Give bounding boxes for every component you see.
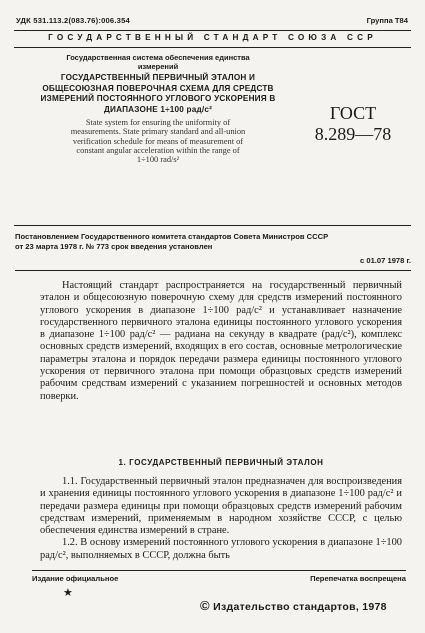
header-rule-top [14,30,411,31]
star-icon: ★ [63,587,73,599]
title-russian: ГОСУДАРСТВЕННЫЙ ПЕРВИЧНЫЙ ЭТАЛОН И ОБЩЕСОЮЗНАЯ ПОВЕРОЧНАЯ СХЕМА ДЛЯ СРЕДСТВ ИЗМЕРЕНИЙ ПОСТОЯННОГО УГЛОВОГО УСКОРЕНИЯ В ДИАПАЗОНЕ 1÷100 рад/с² [40,73,276,114]
title-block [22,53,294,164]
decree-date-rule [15,270,411,271]
header-rule-bottom [14,47,411,48]
decree-line-1: Постановлением Государственного комитета стандартов Совета Министров СССР [15,232,329,241]
official-edition: Издание официальное [32,574,119,583]
system-line: Государственная система обеспечения единства измерений [66,53,250,71]
group-code: Группа Т84 [366,16,408,25]
udc-code: УДК 531.113.2(083.76):006.354 [16,16,130,25]
gost-label: ГОСТ [329,103,377,123]
paragraph-1-2: 1.2. В основу измерений постоянного углового ускорения в диапазоне 1÷100 рад/с², выполняемых в СССР, должна быть [40,537,402,561]
copyright-icon: © [200,598,210,613]
title-english: State system for ensuring the uniformity of measurements. State primary standard and all-union verification schedule for means of measurement of constant angular acceleration within the range of 1÷100 rad/s² [70,118,246,165]
publisher-line [200,598,387,613]
publisher-text: Издательство стандартов, 1978 [213,601,387,613]
paragraph-1-1: 1.1. Государственный первичный эталон предназначен для воспроизведения и хранения единицы постоянного углового ускорения в диапазоне 1÷100 рад/с² и передачи размера единицы при помощи образцовых средств измерений рабочим средствам измерений, применяемым в народном хозяйстве СССР, с целью обеспечения единства измерений в стране. [40,476,402,537]
decree-line-2: от 23 марта 1978 г. № 773 срок введения установлен [15,242,213,251]
title-rule [14,225,411,226]
section-paragraphs [40,476,402,562]
decree-date: с 01.07 1978 г. [360,256,411,265]
section-heading: 1. ГОСУДАРСТВЕННЫЙ ПЕРВИЧНЫЙ ЭТАЛОН [118,458,324,467]
gost-number: 8.289—78 [314,124,392,144]
footer-rule [32,570,406,571]
reprint-notice: Перепечатка воспрещена [310,574,406,583]
intro-paragraph: Настоящий стандарт распространяется на государственный первичный эталон и общесоюзную поверочную схему для средств измерений постоянного углового ускорения в диапазоне 1÷100 рад/с² и устанавливает назначение государственного первичного эталона единицы постоянного углового ускорения в диапазоне 1÷100 рад/с² — радиана на секунду в квадрате (рад/с²), комплекс основных средств измерений, входящих в его состав, основные метрологические параметры эталона и порядок передачи размера единицы постоянного углового ускорения от первичного эталона при помощи образцовых средств измерений рабочим средствам измерений с указанием погрешностей и основных методов поверки. [40,280,402,402]
standard-banner: ГОСУДАРСТВЕННЫЙ СТАНДАРТ СОЮЗА ССР [48,33,377,42]
gost-designation [298,103,408,145]
